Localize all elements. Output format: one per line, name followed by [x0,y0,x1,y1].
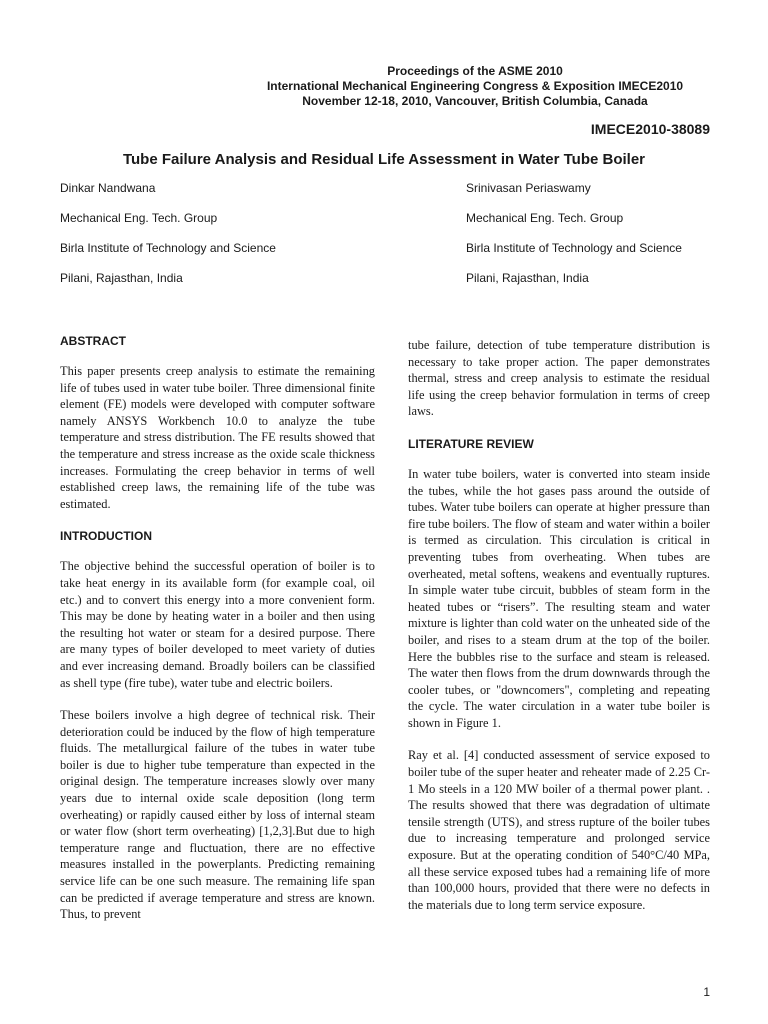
author-group: Mechanical Eng. Tech. Group [466,211,624,225]
abstract-text: This paper presents creep analysis to estimate the remaining life of tubes used in water tube boiler. Three dimensional finite element (FE) models were developed with computer software namely ANSYS Workbench 10.0 to analyze the tube temperature and stress distribution. The FE results showed that the temperature and stress increase as the oxide scale thickness increases. Formulating the creep behavior in terms of well established creep laws, the remaining life of the tube was estimated. [60,364,375,511]
author-block-1 [60,181,276,301]
introduction-heading: INTRODUCTION [60,529,152,544]
proceedings-line-1: Proceedings of the ASME 2010 [387,64,563,78]
author-location: Pilani, Rajasthan, India [466,271,589,285]
author-name: Srinivasan Periaswamy [466,181,591,195]
right-column [408,337,710,929]
paper-id: IMECE2010-38089 [590,121,710,137]
proceedings-line-2: International Mechanical Engineering Congress & Exposition IMECE2010 [266,79,684,93]
proceedings-header [240,64,710,109]
literature-review-heading: LITERATURE REVIEW [408,436,534,451]
introduction-paragraph-2: These boilers involve a high degree of technical risk. Their deterioration could be induced by the flow of high temperature fluids. The metallurgical failure of the tubes in water tube boiler is due to higher tube temperature than expected in the original design. The temperature increases slowly over many years due to internal oxide scale deposition (long term overheating) or rapidly caused either by loss of internal steam or water flow (short term overheating) [1,2,3].But due to high temperature range and fluctuation, there are no effective measures installed in the powerplants. Predicting remaining service life can be one such measure. The remaining life span can be predicted if average temperature and stress are known. Thus, to prevent [60,708,375,922]
author-location: Pilani, Rajasthan, India [60,271,183,285]
author-name: Dinkar Nandwana [60,181,156,195]
paper-title: Tube Failure Analysis and Residual Life Assessment in Water Tube Boiler [122,151,646,168]
literature-paragraph-2: Ray et al. [4] conducted assessment of service exposed to boiler tube of the super heater and reheater made of 2.25 Cr-1 Mo steels in a 120 MW boiler of a thermal power plant. . The results showed that there was degradation of ultimate tensile strength (UTS), and stress rupture of the boiler tubes due to increasing temperature and prolonged service exposure. But at the operating condition of 540°C/40 MPa, all these service exposed tubes had a remaining life of more than 100,000 hours, provided that there were no defects in the materials due to long term service exposure. [408,748,710,912]
author-block-2 [466,181,682,301]
author-institution: Birla Institute of Technology and Science [60,241,276,255]
proceedings-line-3: November 12-18, 2010, Vancouver, British Columbia, Canada [302,94,648,108]
author-institution: Birla Institute of Technology and Science [466,241,682,255]
abstract-heading: ABSTRACT [60,334,126,348]
literature-paragraph-1: In water tube boilers, water is converted into steam inside the tubes, while the hot gases pass around the outside of tubes. Water tube boilers can operate at higher pressure than fire tube boilers. The flow of steam and water within a boiler is termed as circulation. This circulation is critical in preventing tubes from overheating. When tubes are overheated, metal softens, weakens and eventually ruptures. In simple water tube circuit, bubbles of steam form in the heated tubes or “risers”. The resulting steam and water mixture is lighter than cold water on the unheated side of the boiler, and rises to a steam drum at the top of the boiler. Here the bubbles rise to the surface and steam is released. The water then flows from the drum downwards through the cooler tubes, or "downcomers", completing and repeating the cycle. The water circulation in a water tube boiler is shown in Figure 1. [408,466,710,730]
introduction-paragraph-1: The objective behind the successful operation of boiler is to take heat energy in its available form (for example coal, oil etc.) and to convert this energy into a more convenient form. This may be done by heating water in a boiler and then using the resulting hot water or steam for a desired purpose. There are many types of boiler developed to meet variety of duties and ever increasing demand. Broadly boilers can be classified as shell type (fire tube), water tube and electric boilers. [60,559,375,690]
page-number: 1 [703,985,710,999]
continued-paragraph: tube failure, detection of tube temperature distribution is necessary to take proper action. The paper demonstrates thermal, stress and creep analysis to estimate the residual life using the creep behavior formulation in terms of creep laws. [408,338,710,419]
author-group: Mechanical Eng. Tech. Group [60,211,218,225]
left-column [60,333,375,939]
